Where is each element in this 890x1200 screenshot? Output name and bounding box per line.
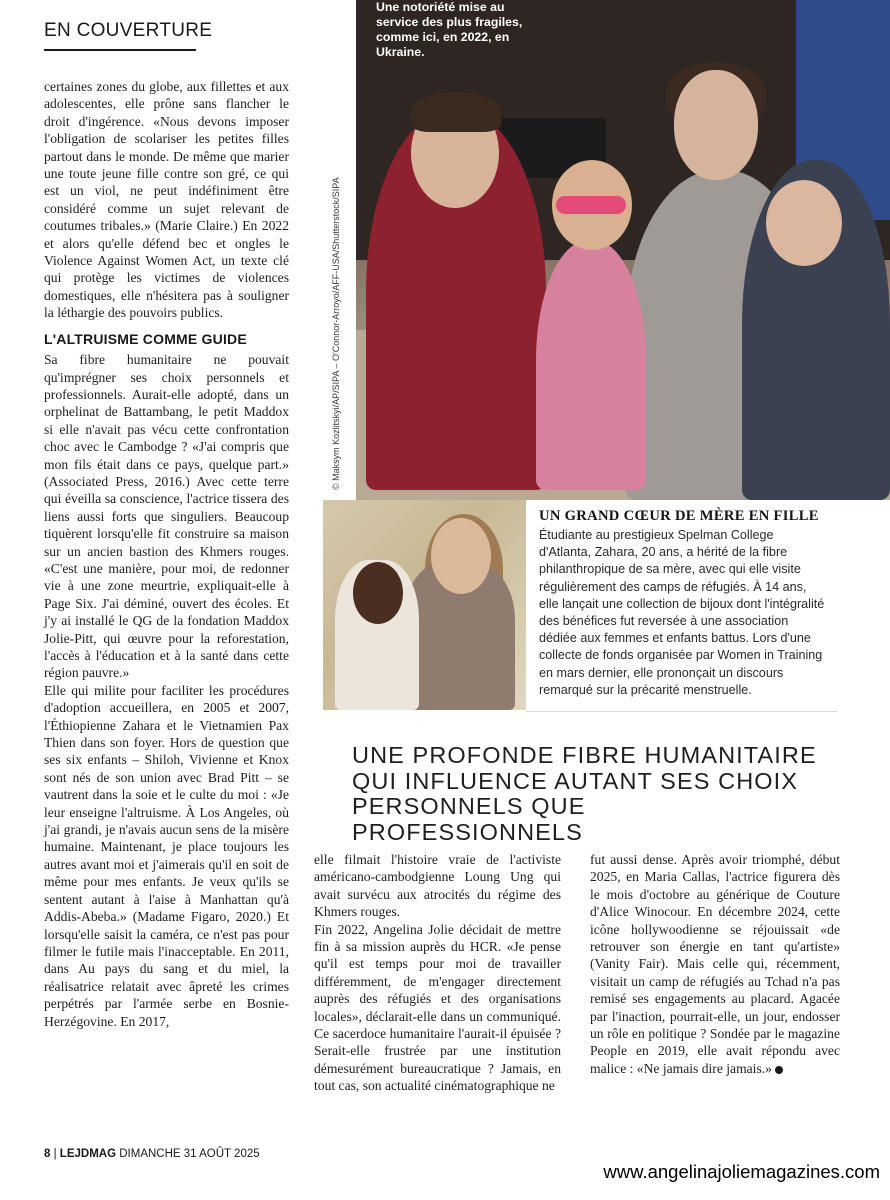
main-photo [356, 0, 890, 500]
photo-figure-mother-head [431, 518, 491, 594]
watermark: www.angelinajoliemagazines.com [603, 1161, 880, 1182]
article-paragraph-text: fut aussi dense. Après avoir triomphé, début 2025, en Maria Callas, l'actrice figurera dès le mois d'octobre au générique de Couture d'Alice Winocour. En décembre 2024, cette icône hollywoodienne se réjouissait «de retrouver son énergie en tant qu'artiste» (Vanity Fair). Mais celle qui, récemment, visitait un camp de réfugiés au Tchad n'a pas remisé ses engagements au placard. Agacée par l'inaction, pourrait-elle, un jour, endosser un rôle en politique ? Sondée par le magazine People en 2019, elle avait répondu avec malice : «Ne jamais dire jamais.» [590, 852, 840, 1076]
photo-figure-girl [536, 240, 646, 490]
article-column-1 [44, 78, 289, 1030]
article-paragraph: Elle qui milite pour faciliter les procédures d'adoption accueillera, en 2005 et 2007, l'Éthiopienne Zahara et le Vietnamien Pax Thien dans son foyer. Hors de question que ses six enfants – Shiloh, Vivienne et Knox sont nés de son union avec Brad Pitt – se vautrent dans la soie et le culte du moi : «Je leur enseigne l'altruisme. À Los Angeles, où j'ai grandi, je n'avais aucun sens de la misère humaine. Maintenant, je place toujours les autres avant moi et j'aimerais qu'il en soit de même pour mes enfants. Je veux qu'ils se sentent autant à l'aise à Manhattan qu'à Addis-Abeba.» (Madame Figaro, 2020.) Et lorsqu'elle saisit la caméra, ce n'est pas pour filmer le futile mais l'inacceptable. En 2011, dans Au pays du sang et du miel, la réalisatrice relatait avec âpreté les crimes perpétrés par l'armée serbe en Bosnie-Herzégovine. En 2017, [44, 682, 289, 1029]
article-paragraph [590, 851, 840, 1077]
footer-separator: | [53, 1148, 60, 1160]
photo-credit: © Maksym Kozlitskyi/AP/SIPA – O'Connor-Arroyo/AFF-USA/Shutterstock/SIPA [331, 177, 341, 490]
photo-figure-boy-hair [411, 92, 501, 132]
end-mark-icon [775, 1066, 783, 1074]
article-column-2 [314, 851, 561, 1095]
photo-figure-daughter-head [353, 562, 403, 624]
page-footer [44, 1148, 344, 1160]
magazine-name: LEJDMAG [59, 1148, 117, 1160]
page-number: 8 [44, 1148, 51, 1160]
article-paragraph: Fin 2022, Angelina Jolie décidait de mettre fin à sa mission auprès du HCR. «Je pense qu'il est temps pour moi de travailler différemment, de m'engager directement auprès des réfugiés et des organisations locales», déclarait-elle dans un communiqué. Ce sacerdoce humanitaire l'aurait-il épuisée ? Serait-elle frustrée par une institution démesurément bureaucratique ? Jamais, en tout cas, son actualité cinématographique ne [314, 921, 561, 1094]
article-paragraph: certaines zones du globe, aux fillettes et aux adolescentes, elle prône sans flancher le droit d'ingérence. «Nous devons imposer l'obligation de scolariser les petites filles partout dans le monde. De même que marier une toute jeune fille contre son gré, ce qui est un viol, ne peut indéfiniment être considéré comme un sujet relevant de coutumes tribales.» (Marie Claire.) En 2022 et alors qu'elle défend bec et ongles le Violence Against Women Act, un texte clé qui protège les victimes de violences domestiques, elle n'hésitera pas à souligner la léthargie des pouvoirs publics. [44, 79, 289, 321]
article-paragraph: elle filmait l'histoire vraie de l'activiste américano-cambodgienne Loung Ung qui avait survécu aux atrocités du régime des Khmers rouges. [314, 852, 561, 920]
sidebar-box-title: UN GRAND CŒUR DE MÈRE EN FILLE [539, 508, 819, 524]
photo-figure-girl-sunglasses [556, 196, 626, 214]
section-label: EN COUVERTURE [44, 20, 196, 51]
sidebar-box [526, 500, 838, 712]
photo-figure-woman-head [674, 70, 758, 180]
photo-caption: Une notoriété mise au service des plus fragiles, comme ici, en 2022, en Ukraine. [376, 0, 523, 59]
sidebar-box-text: Étudiante au prestigieux Spelman College d'Atlanta, Zahara, 20 ans, a hérité de la fibre philanthropique de sa mère, avec qui elle visite régulièrement des camps de réfugiés. À 14 ans, elle lançait une collection de bijoux dont l'intégralité des bénéfices fut reversée à une association dédiée aux femmes et enfants battus. Lors d'une collecte de fonds organisée par Women in Training en mars dernier, elle prononçait un discours remarqué sur la précarité menstruelle. [539, 528, 825, 697]
article-column-3 [590, 851, 840, 1077]
secondary-photo [323, 500, 526, 710]
footer-date: DIMANCHE 31 AOÛT 2025 [119, 1148, 260, 1160]
article-subhead: L'ALTRUISME COMME GUIDE [44, 330, 247, 347]
article-paragraph: Sa fibre humanitaire ne pouvait qu'imprégner ses choix personnels et professionnels. Aurait-elle adopté, dans un orphelinat de Battambang, le petit Maddox si elle n'avait pas vécu cette confrontation choc avec le Cambodge ? «J'ai compris que mon fils était dans ce pays, quelque part.» (Associated Press, 2016.) Avec cette terre qui éveilla sa conscience, l'actrice tissera des liens aussi forts que singuliers. Beaucoup tiquèrent lorsqu'elle fit construire sa maison sur un ancien bastion des Khmers rouges. «C'est une manière, pour moi, de redonner vie à une zone meurtrie, expliquait-elle à Page Six. J'ai déminé, ouvert des écoles. Et j'y ai installé le QG de la fondation Maddox Jolie-Pitt, qui œuvre pour la reforestation, l'accès à l'éducation et à la santé dans cette région pauvre.» [44, 352, 289, 681]
photo-figure-child-head [766, 180, 842, 266]
pull-quote: UNE PROFONDE FIBRE HUMANITAIRE QUI INFLUENCE AUTANT SES CHOIX PERSONNELS QUE PROFESSIONNELS [352, 742, 817, 845]
